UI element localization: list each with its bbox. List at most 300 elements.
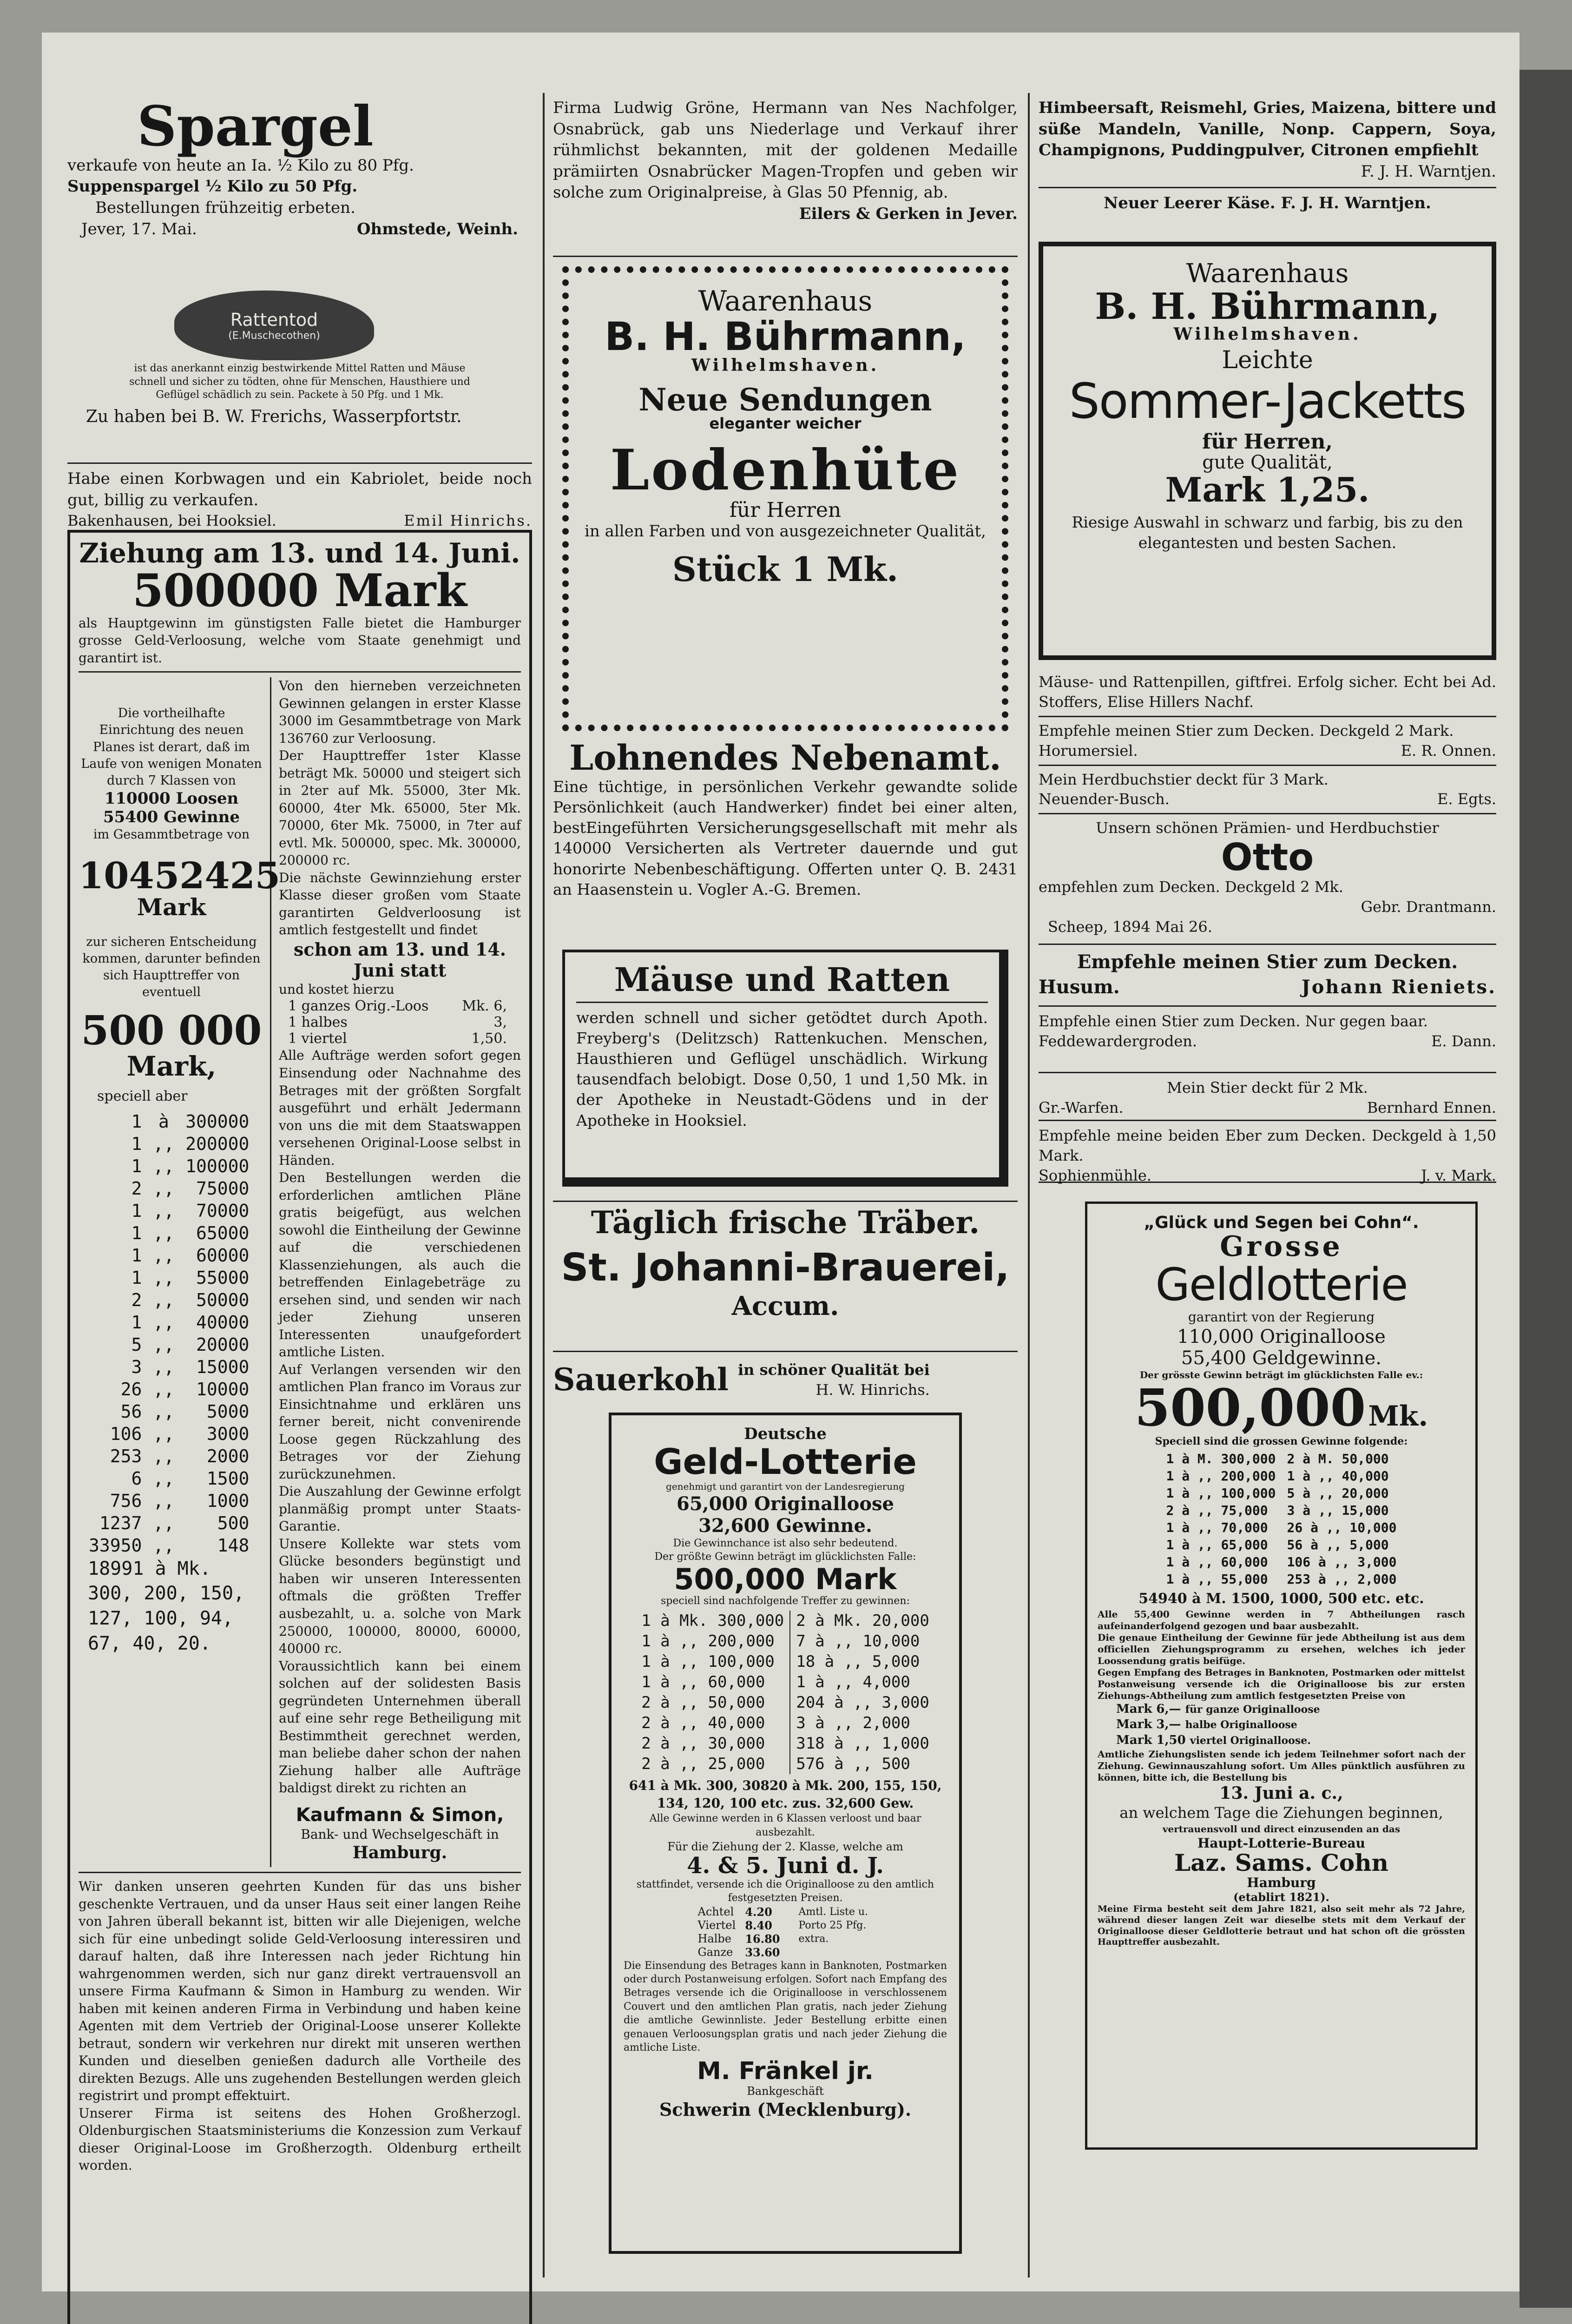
separator xyxy=(1039,813,1496,814)
list-item xyxy=(288,1030,521,1047)
ad-ennen xyxy=(1039,1078,1496,1115)
prize-left: 2 à ,, 30,000 xyxy=(641,1734,765,1753)
prize-sep: ,, xyxy=(153,1222,175,1243)
prize-count: 253 xyxy=(110,1446,142,1466)
prize-sep: ,, xyxy=(153,1312,175,1333)
lottery-notice: Wir danken unseren geehrten Kunden für das uns bisher geschenkte Vertrauen, und da unser Haus seit einer langen Reihe von Jahren überall bekannt ist, bitten wir alle Diejenigen, welche sich für eine unbedingt solide Geld-Verloosung interessiren und darauf halten, daß ihre Interessen nach jeder Richtung hin wahrgenommen werden, sich nur ganz direkt vertrauensvoll an unsere Firma Kaufmann & Simon in Hamburg zu wenden. Wir haben mit keinen anderen Firma in Verbindung und haben keine Agenten mit dem Vertrieb der Original-Loose unserer Kollekte betraut, sondern wir verkehren nur direkt mit unseren werthen Kunden und dieselben genießen dadurch alle Vortheile des direkten Bezugs. Alle uns zugehenden Bestellungen werden gleich registrirt und prompt effektuirt. xyxy=(79,1879,521,2104)
prize-left: 1 à ,, 100,000 xyxy=(641,1652,775,1671)
prize-count: 2 xyxy=(131,1289,142,1310)
lottery-total-label: im Gesammtbetrage von xyxy=(93,827,250,842)
ad-line: 54940 à M. 1500, 1000, 500 etc. etc. xyxy=(1138,1591,1424,1607)
lottery-right xyxy=(271,677,521,1867)
table-row xyxy=(636,1611,935,1631)
prize-amount: 65000 xyxy=(196,1222,250,1243)
ad-sign: Gebr. Drantmann. xyxy=(1361,898,1496,916)
separator xyxy=(1039,765,1496,766)
fraenkel-prices xyxy=(624,1905,947,1959)
ad-footer xyxy=(1039,789,1496,809)
table-row xyxy=(83,1334,255,1356)
ad-text: Empfehle meine beiden Eber zum Decken. Deckgeld à 1,50 Mark. xyxy=(1039,1127,1496,1165)
cohn-prize-table xyxy=(1160,1450,1402,1588)
ad-line: Speciell sind die grossen Gewinne folgende: xyxy=(1155,1435,1408,1447)
ad-text: Unsern schönen Prämien- und Herdbuchstier xyxy=(1096,819,1439,837)
lottery-firm: Kaufmann & Simon, xyxy=(296,1804,504,1826)
logo-text: Rattentod xyxy=(230,309,318,330)
ad-sign: Bernhard Ennen. xyxy=(1367,1099,1496,1117)
lottery-loose: 110000 Loosen xyxy=(104,789,239,808)
ad-sign: E. R. Onnen. xyxy=(1401,741,1496,759)
prize-amount: 300000 xyxy=(185,1111,250,1132)
ad-warntjen xyxy=(1039,98,1496,223)
separator xyxy=(553,1201,1018,1202)
column-1 xyxy=(67,94,532,2324)
ad-title: Lohnendes Nebenamt. xyxy=(569,738,1001,778)
separator xyxy=(1039,944,1496,945)
lottery-total: 10452425 xyxy=(79,855,281,898)
prize-sep: ,, xyxy=(153,1133,175,1154)
separator xyxy=(1039,1005,1496,1007)
prize-amount: 5000 xyxy=(206,1401,250,1422)
ad-line: Grosse xyxy=(1220,1230,1343,1263)
prize-count: 2 xyxy=(131,1178,142,1199)
prize-left: 1 à ,, 200,000 xyxy=(1166,1468,1276,1484)
prize-sep: ,, xyxy=(153,1245,175,1266)
ad-text: ist das anerkannt einzig bestwirkende Mittel Ratten und Mäuse schnell und sicher zu tödten, ohne für Menschen, Hausthiere und Geflügel schädlich zu sein. Packete à 50 Pfg. und 1 Mk. xyxy=(129,363,470,401)
ad-line: Waarenhaus xyxy=(698,285,873,317)
ad-line: stattfindet, versende ich die Originalloose zu den amtlich festgesetzten Preisen. xyxy=(636,1878,934,1904)
ad-firm: M. Fränkel jr. xyxy=(697,2057,874,2085)
prize-sep: ,, xyxy=(153,1379,175,1400)
ad-text: Empfehle einen Stier zum Decken. Nur gegen baar. xyxy=(1039,1012,1428,1030)
ad-line-unit: Mk. xyxy=(1368,1400,1428,1433)
prize-left: 2 à ,, 40,000 xyxy=(641,1714,765,1733)
prize-left: 1 à ,, 200,000 xyxy=(641,1632,775,1651)
table-row xyxy=(83,1177,255,1200)
ad-line: Amtliche Ziehungslisten sende ich jedem Teilnehmer sofort nach der Ziehung. Gewinnauszahlung sofort. Um Alles pünktlich ausführen zu können, bitte ich, die Bestellung bis xyxy=(1098,1748,1465,1783)
lottery-text: Unsere Kollekte war stets vom Glücke besonders begünstigt und haben wir unseren Interessenten oftmals die größten Treffer ausbezahlt, u. a. solche von Mark 250000, 100000, 80000, 60000, 40000 rc. xyxy=(279,1536,521,1657)
ad-line: Wilhelmshaven. xyxy=(1173,324,1362,344)
list-item xyxy=(1039,770,1496,810)
ad-footer xyxy=(67,219,532,240)
ad-footer xyxy=(1039,1166,1496,1186)
prize-amount: 10000 xyxy=(196,1379,250,1400)
ad-text: Mäuse- und Rattenpillen, giftfrei. Erfolg sicher. Echt bei Ad. Stoffers, Elise Hillers Nachf. xyxy=(1039,673,1496,711)
fraenkel-prices-note: Amtl. Liste u. Porto 25 Pfg. extra. xyxy=(798,1906,868,1945)
prize-right: 204 à ,, 3,000 xyxy=(790,1692,935,1713)
ad-nebenamt xyxy=(553,740,1018,945)
ad-buehrmann-lodenhuete xyxy=(562,266,1008,731)
ad-city: Hamburg xyxy=(1247,1875,1316,1891)
prize-amount: 148 xyxy=(217,1535,250,1556)
ad-line: Bestellungen frühzeitig erbeten. xyxy=(95,198,355,217)
ad-fraenkel-lottery xyxy=(609,1413,962,2254)
ad-place: Bakenhausen, bei Hooksiel. xyxy=(67,512,276,530)
ad-line: „Glück und Segen bei Cohn“. xyxy=(1144,1213,1419,1233)
table-row xyxy=(83,1490,255,1512)
table-row xyxy=(83,1378,255,1400)
ad-line: 65,000 Originalloose xyxy=(676,1492,894,1515)
ad-line: Mark 1,25. xyxy=(1165,470,1370,510)
ad-line: Die genaue Eintheilung der Gewinne für jede Abtheilung ist aus dem officiellen Ziehungsprogramm zu ersehen, welches ich jeder Loossendung gratis beifüge. xyxy=(1098,1631,1465,1666)
separator xyxy=(1039,1072,1496,1073)
price-label: Achtel xyxy=(697,1905,734,1919)
ad-line: gute Qualität, xyxy=(1202,452,1333,474)
prize-sep: ,, xyxy=(153,1401,175,1422)
column-rule-left xyxy=(543,93,545,2278)
table-row xyxy=(83,1244,255,1267)
list-item xyxy=(1039,721,1496,761)
ad-sauerkohl xyxy=(553,1357,1018,1403)
prize-right: 56 à ,, 5,000 xyxy=(1287,1537,1389,1553)
ad-line: Geldlotterie xyxy=(1155,1259,1408,1311)
ad-line: für Herren, xyxy=(1202,430,1333,454)
prize-left: 2 à ,, 25,000 xyxy=(641,1755,765,1774)
table-row xyxy=(636,1692,935,1713)
prize-sep: ,, xyxy=(153,1334,175,1355)
ad-line: 13. Juni a. c., xyxy=(1219,1783,1343,1803)
cohn-price-list xyxy=(1098,1702,1465,1749)
fraenkel-price-table xyxy=(693,1905,785,1959)
ad-line: Gegen Empfang des Betrages in Banknoten, Postmarken oder mittelst Postanweisung versende ich die Originalloose bis zur ersten Ziehungs-Abtheilung zum amtlich festgesetzten Preise von xyxy=(1098,1666,1465,1701)
ad-line: vertrauensvoll und direct einzusenden an das xyxy=(1162,1823,1401,1835)
ad-kaufmann-simon-lottery xyxy=(67,530,532,2324)
separator xyxy=(553,1351,1018,1352)
prize-sep: ,, xyxy=(153,1289,175,1310)
price-label: Halbe xyxy=(697,1932,731,1946)
table-row xyxy=(693,1932,785,1946)
separator xyxy=(67,462,532,464)
table-row xyxy=(83,1423,255,1445)
prize-count: 1 xyxy=(131,1155,142,1176)
small-ads xyxy=(1039,672,1496,814)
table-row xyxy=(83,1311,255,1334)
ad-line: Die Einsendung des Betrages kann in Banknoten, Postmarken oder durch Postanweisung erfolgen. Sofort nach Empfang des Betrages versende ich die Originalloose in verschlossenem Couvert und den amtlichen Plan gratis, nach jeder Ziehung die amtliche Gewinnliste. Jeder Bestellung erbitte einen genauen Verloosungsplan gratis und nach jeder Ziehung die amtliche Liste. xyxy=(624,1960,947,2054)
prize-count: 26 xyxy=(120,1379,142,1400)
ad-text: Habe einen Korbwagen und ein Kabriolet, beide noch gut, billig zu verkaufen. xyxy=(67,469,532,509)
prize-amount: 75000 xyxy=(196,1178,250,1199)
ad-line: verkaufe von heute an Ia. ½ Kilo zu 80 Pfg. xyxy=(67,156,414,175)
price-value: 4.20 xyxy=(745,1905,772,1919)
table-row xyxy=(83,1512,255,1534)
ad-line: Accum. xyxy=(731,1291,839,1322)
ad-line: St. Johanni-Brauerei, xyxy=(561,1246,1010,1290)
ad-line: 110,000 Originalloose xyxy=(1177,1326,1386,1347)
ad-line: Lodenhüte xyxy=(610,437,961,503)
prize-amount: 60000 xyxy=(196,1245,250,1266)
lottery-text: Alle Aufträge werden sofort gegen Einsendung oder Nachnahme des Betrages mit der größten Sorgfalt ausgeführt und erhält Jedermann von uns die mit dem Staatswappen versehenen Original-Loose selbst in Händen. xyxy=(279,1048,521,1168)
table-row xyxy=(1160,1571,1402,1588)
ad-text: in schöner Qualität bei xyxy=(738,1361,930,1379)
table-row xyxy=(693,1905,785,1919)
ad-footer xyxy=(67,511,532,531)
ad-line: B. H. Bührmann, xyxy=(1095,285,1440,328)
ad-line: in allen Farben und von ausgezeichneter Qualität, xyxy=(585,522,986,541)
separator xyxy=(79,671,521,673)
prize-right: 3 à ,, 15,000 xyxy=(1287,1503,1389,1519)
table-row xyxy=(83,1534,255,1557)
ad-line: 500,000 xyxy=(1134,1378,1366,1438)
prize-count: 756 xyxy=(110,1490,142,1511)
ad-place: Gr.-Warfen. xyxy=(1039,1099,1124,1117)
ad-line: Alle 55,400 Gewinne werden in 7 Abtheilungen rasch aufeinanderfolgend gezogen und baar ausbezahlt. xyxy=(1098,1608,1465,1631)
ad-buehrmann-jacketts xyxy=(1039,242,1496,660)
ad-date: Scheep, 1894 Mai 26. xyxy=(1048,918,1212,936)
prize-left: 1 à ,, 60,000 xyxy=(641,1673,765,1692)
table-row xyxy=(83,1356,255,1378)
ad-name: Otto xyxy=(1221,836,1314,879)
table-row xyxy=(636,1672,935,1692)
prize-amount: 500 xyxy=(217,1512,250,1533)
cost-value: 3, xyxy=(493,1014,507,1031)
ad-footer xyxy=(1039,1031,1496,1051)
prize-amount: 50000 xyxy=(196,1289,250,1310)
ad-text: Mein Herdbuchstier deckt für 3 Mark. xyxy=(1039,770,1329,788)
lottery-text: Auf Verlangen versenden wir den amtlichen Plan franco im Voraus zur Einsichtnahme und erklären uns ferner bereit, nicht convenirende Loose gegen Rückzahlung des Betrages vor der Ziehung zurückzunehmen. xyxy=(279,1361,521,1482)
list-item xyxy=(1039,672,1496,712)
ad-city: Schwerin (Mecklenburg). xyxy=(659,2099,912,2120)
ad-line: Waarenhaus xyxy=(1186,258,1349,289)
ad-maeuse-ratten xyxy=(562,950,1008,1187)
fraenkel-prize-table xyxy=(636,1611,935,1774)
prize-sep: ,, xyxy=(153,1446,175,1466)
prize-left: 1 à ,, 70,000 xyxy=(1166,1520,1268,1536)
ad-place: Husum. xyxy=(1039,976,1120,998)
ad-text: werden schnell und sicher getödtet durch Apoth. Freyberg's (Delitzsch) Rattenkuchen. Menschen, Hausthieren und Geflügel unschädlich. Wirkung tausendfach belobigt. Dose 0,50, 1 und 1,50 Mk. in der Apotheke in Neustadt-Gödens und in der Apotheke in Hooksiel. xyxy=(576,1008,988,1129)
lottery-sicher: zur sicheren Entscheidung kommen, darunter befinden sich Haupttreffer von eventuell xyxy=(82,934,261,1000)
ad-line: Sommer-Jacketts xyxy=(1069,373,1466,430)
table-row xyxy=(83,1267,255,1289)
prize-right: 2 à M. 50,000 xyxy=(1287,1451,1389,1467)
table-row xyxy=(1160,1485,1402,1502)
price-label: Viertel xyxy=(697,1919,736,1932)
ad-sign: F. J. H. Warntjen. xyxy=(1361,162,1496,181)
price-value: 16.80 xyxy=(745,1932,780,1946)
ad-text: Neuer Leerer Käse. F. J. H. Warntjen. xyxy=(1104,194,1431,213)
lottery-max: 500 000 xyxy=(81,1007,262,1055)
prize-left: 1 à ,, 65,000 xyxy=(1166,1537,1268,1553)
lottery-draw-date: schon am 13. und 14. Juni statt xyxy=(294,938,506,981)
binding-gutter xyxy=(1519,70,1572,2308)
prize-right: 5 à ,, 20,000 xyxy=(1287,1486,1389,1501)
prize-amount: 100000 xyxy=(185,1155,250,1176)
ad-line: Die Gewinnchance ist also sehr bedeutend. xyxy=(673,1537,898,1549)
prize-sep: ,, xyxy=(153,1512,175,1533)
ad-text: Eine tüchtige, in persönlichen Verkehr gewandte solide Persönlichkeit (auch Handwerker) findet bei einer alten, bestEingeführten Versicherungsgesellschaft mit mehr als 140000 Versicherten als Vertreter dauernde und gut honorirte Nebenbeschäftigung. Offerten unter Q. B. 2431 an Haasenstein u. Vogler A.-G. Bremen. xyxy=(553,777,1018,898)
ad-sale: Zu haben bei B. W. Frerichs, Wasserpfortstr. xyxy=(86,407,462,426)
prize-right: 106 à ,, 3,000 xyxy=(1287,1554,1397,1570)
ad-place: Sophienmühle. xyxy=(1039,1167,1151,1184)
prize-left: 2 à ,, 50,000 xyxy=(641,1693,765,1712)
prize-count: 106 xyxy=(110,1423,142,1444)
separator xyxy=(1039,187,1496,188)
separator xyxy=(1039,1120,1496,1121)
lottery-left-intro: Die vortheilhafte Einrichtung des neuen Planes ist derart, daß im Laufe von wenigen Monaten durch 7 Klassen von xyxy=(81,706,262,788)
prize-right: 253 à ,, 2,000 xyxy=(1287,1571,1397,1587)
table-row xyxy=(83,1200,255,1222)
price-value: Mark 1,50 xyxy=(1116,1733,1190,1748)
ad-rieniets xyxy=(1039,950,1496,1001)
ad-dann xyxy=(1039,1011,1496,1067)
ad-traeber xyxy=(553,1204,1018,1346)
ad-firm-sub: Bankgeschäft xyxy=(747,2085,824,2098)
cost-label: 1 ganzes Orig.-Loos xyxy=(288,998,429,1015)
ad-place: Jever, 17. Mai. xyxy=(81,219,197,238)
lottery-cost-list xyxy=(279,998,521,1047)
prize-sep: ,, xyxy=(153,1200,175,1221)
ad-line: Geld-Lotterie xyxy=(654,1441,917,1482)
price-label: viertel Originalloose. xyxy=(1190,1735,1311,1747)
prize-right: 1 à ,, 40,000 xyxy=(1287,1468,1389,1484)
lottery-speciell: speciell aber xyxy=(97,1088,188,1104)
prize-count: 3 xyxy=(131,1356,142,1377)
ad-rattentod xyxy=(67,290,532,458)
prize-count: 33950 xyxy=(89,1535,142,1556)
price-label: Ganze xyxy=(697,1946,733,1959)
ad-line: 641 à Mk. 300, 30820 à Mk. 200, 155, 150, 134, 120, 100 etc. zus. 32,600 Gew. xyxy=(629,1778,942,1811)
cost-label: 1 viertel xyxy=(288,1030,347,1047)
ad-title: Sauerkohl xyxy=(553,1361,729,1398)
cost-label: 1 halbes xyxy=(288,1014,348,1031)
logo-subtext: (E.Muschecothen) xyxy=(228,330,320,342)
separator xyxy=(79,1872,521,1873)
table-row xyxy=(83,1400,255,1423)
separator xyxy=(553,256,1018,257)
column-3 xyxy=(1039,98,1496,2150)
prize-sep: ,, xyxy=(153,1155,175,1176)
lottery-left xyxy=(79,677,281,1867)
ad-line: Neue Sendungen xyxy=(638,381,932,418)
price-value: Mark 3,— xyxy=(1116,1717,1185,1732)
ad-line: Der grösste Gewinn beträgt im glücklichsten Falle ev.: xyxy=(1139,1369,1423,1380)
ad-line: garantirt von der Regierung xyxy=(1188,1309,1375,1325)
lottery-notice: Unserer Firma ist seitens des Hohen Großherzogl. Oldenburgischen Staatsministeriums die Konzession zum Verkauf dieser Original-Loose im Großherzogth. Oldenburg ertheilt worden. xyxy=(79,2105,521,2173)
ad-text: Empfehle meinen Stier zum Decken. xyxy=(1077,951,1458,973)
ad-text: empfehlen zum Decken. Deckgeld 2 Mk. xyxy=(1039,878,1343,896)
table-row xyxy=(1160,1467,1402,1485)
cohn-max-prize xyxy=(1098,1378,1465,1438)
ad-footer xyxy=(1039,975,1496,1000)
prize-left: 1 à ,, 55,000 xyxy=(1166,1571,1268,1587)
prize-count: 1 xyxy=(131,1312,142,1333)
price-label: für ganze Originalloose xyxy=(1185,1703,1320,1716)
lottery-main-prize: 500000 Mark xyxy=(132,564,467,617)
prize-sep: ,, xyxy=(153,1423,175,1444)
price-label: halbe Originalloose xyxy=(1185,1719,1297,1731)
ad-footer xyxy=(1039,741,1496,761)
ad-line: an welchem Tage die Ziehungen beginnen, xyxy=(1119,1803,1443,1822)
ad-cohn-lottery xyxy=(1085,1202,1478,2150)
prize-amount: 40000 xyxy=(196,1312,250,1333)
table-row xyxy=(1160,1553,1402,1571)
prize-amount: 3000 xyxy=(206,1423,250,1444)
ad-line: Meine Firma besteht seit dem Jahre 1821, also seit mehr als 72 Jahre, während dieser langen Zeit war dieselbe stets mit dem Verkauf der Originalloose dieser Geldlotterie betraut und hat schon oft die grössten Haupttreffer ausbezahlt. xyxy=(1098,1904,1465,1948)
prize-right: 3 à ,, 2,000 xyxy=(790,1713,935,1733)
prize-count: 1237 xyxy=(99,1512,142,1533)
prize-count: 1 xyxy=(131,1267,142,1288)
prize-sep: à xyxy=(158,1111,169,1132)
lottery-firm-city: Hamburg. xyxy=(352,1843,447,1863)
table-row xyxy=(83,1289,255,1311)
ad-line: Deutsche xyxy=(744,1425,827,1443)
lottery-intro: als Hauptgewinn im günstigsten Falle bietet die Hamburger grosse Geld-Verloosung, welche vom Staate genehmigt und garantirt ist. xyxy=(79,615,521,666)
table-row xyxy=(83,1110,255,1133)
cost-value: Mk. 6, xyxy=(462,998,507,1015)
price-value: Mark 6,— xyxy=(1116,1702,1185,1716)
list-item xyxy=(1116,1702,1465,1717)
prize-count: 5 xyxy=(131,1334,142,1355)
column-rule-right xyxy=(1028,93,1030,2278)
prize-count: 1 xyxy=(131,1200,142,1221)
ad-title: Spargel xyxy=(137,94,374,158)
lottery-gewinne: 55400 Gewinne xyxy=(103,808,240,827)
ad-text: Mein Stier deckt für 2 Mk. xyxy=(1167,1079,1368,1097)
ad-line: 55,400 Geldgewinne. xyxy=(1181,1347,1381,1369)
lottery-text: Der Haupttreffer 1ster Klasse beträgt Mk. 50000 und steigert sich in 2ter auf Mk. 55000, 3ter Mk. 60000, 4ter Mk. 65000, 5ter Mk. 70000, 6ter Mk. 75000, in 7ter auf evtl. Mk. 500000, spec. Mk. 300000, 200000 rc. xyxy=(279,748,521,868)
prize-left: 1 à ,, 60,000 xyxy=(1166,1554,1268,1570)
separator xyxy=(576,1002,988,1003)
table-row xyxy=(83,1133,255,1155)
prize-sep: ,, xyxy=(153,1468,175,1489)
ad-otto xyxy=(1039,818,1496,939)
prize-sep: ,, xyxy=(153,1178,175,1199)
lottery-text: Die nächste Gewinnziehung erster Klasse dieser großen vom Staate garantirten Geldverloosung ist amtlich festgestellt und findet xyxy=(279,870,521,938)
ad-sign: Eilers & Gerken in Jever. xyxy=(799,204,1018,223)
ad-footer xyxy=(1039,1098,1496,1118)
table-row xyxy=(1160,1536,1402,1553)
list-item xyxy=(1116,1733,1465,1749)
prize-count: 6 xyxy=(131,1468,142,1489)
prize-amount: 20000 xyxy=(196,1334,250,1355)
table-row xyxy=(83,1155,255,1177)
lottery-prize-table xyxy=(83,1110,255,1557)
ad-firm: Laz. Sams. Cohn xyxy=(1174,1849,1388,1876)
prize-amount: 70000 xyxy=(196,1200,250,1221)
ad-place: Neuender-Busch. xyxy=(1039,790,1170,808)
prize-amount: 200000 xyxy=(185,1133,250,1154)
ad-line: genehmigt und garantirt von der Landesregierung xyxy=(666,1480,905,1492)
prize-left: 1 à Mk. 300,000 xyxy=(641,1611,784,1631)
prize-count: 1 xyxy=(131,1133,142,1154)
ad-line: Haupt-Lotterie-Bureau xyxy=(1197,1835,1366,1851)
prize-left: 1 à ,, 100,000 xyxy=(1166,1486,1276,1501)
ad-line: 32,600 Gewinne. xyxy=(698,1514,872,1537)
lottery-total-unit: Mark xyxy=(137,893,206,921)
prize-amount: 2000 xyxy=(206,1446,250,1466)
table-row xyxy=(1160,1450,1402,1467)
table-row xyxy=(693,1946,785,1959)
ad-line: Riesige Auswahl in schwarz und farbig, bis zu den elegantesten und besten Sachen. xyxy=(1072,513,1463,552)
lottery-firm-sub: Bank- und Wechselgeschäft in xyxy=(301,1826,499,1842)
rat-logo xyxy=(174,290,374,360)
prize-right: 576 à ,, 500 xyxy=(790,1754,935,1774)
ad-line: Leichte xyxy=(1222,346,1313,375)
ad-groene xyxy=(553,98,1018,251)
ad-sign: E. Egts. xyxy=(1437,790,1496,808)
ad-title: Mäuse und Ratten xyxy=(614,960,950,999)
lottery-date-heading: Ziehung am 13. und 14. Juni. xyxy=(79,537,520,569)
ad-line: Stück 1 Mk. xyxy=(672,549,899,589)
ad-line: 4. & 5. Juni d. J. xyxy=(687,1853,884,1879)
prize-amount: 55000 xyxy=(196,1267,250,1288)
prize-count: 1 xyxy=(131,1222,142,1243)
prize-amount: 15000 xyxy=(196,1356,250,1377)
prize-left: 2 à ,, 75,000 xyxy=(1166,1503,1268,1519)
prize-right: 26 à ,, 10,000 xyxy=(1287,1520,1397,1536)
ad-korbwagen xyxy=(67,469,532,530)
ad-line: Wilhelmshaven. xyxy=(691,356,880,376)
prize-left: 1 à M. 300,000 xyxy=(1166,1451,1276,1467)
table-row xyxy=(636,1713,935,1733)
